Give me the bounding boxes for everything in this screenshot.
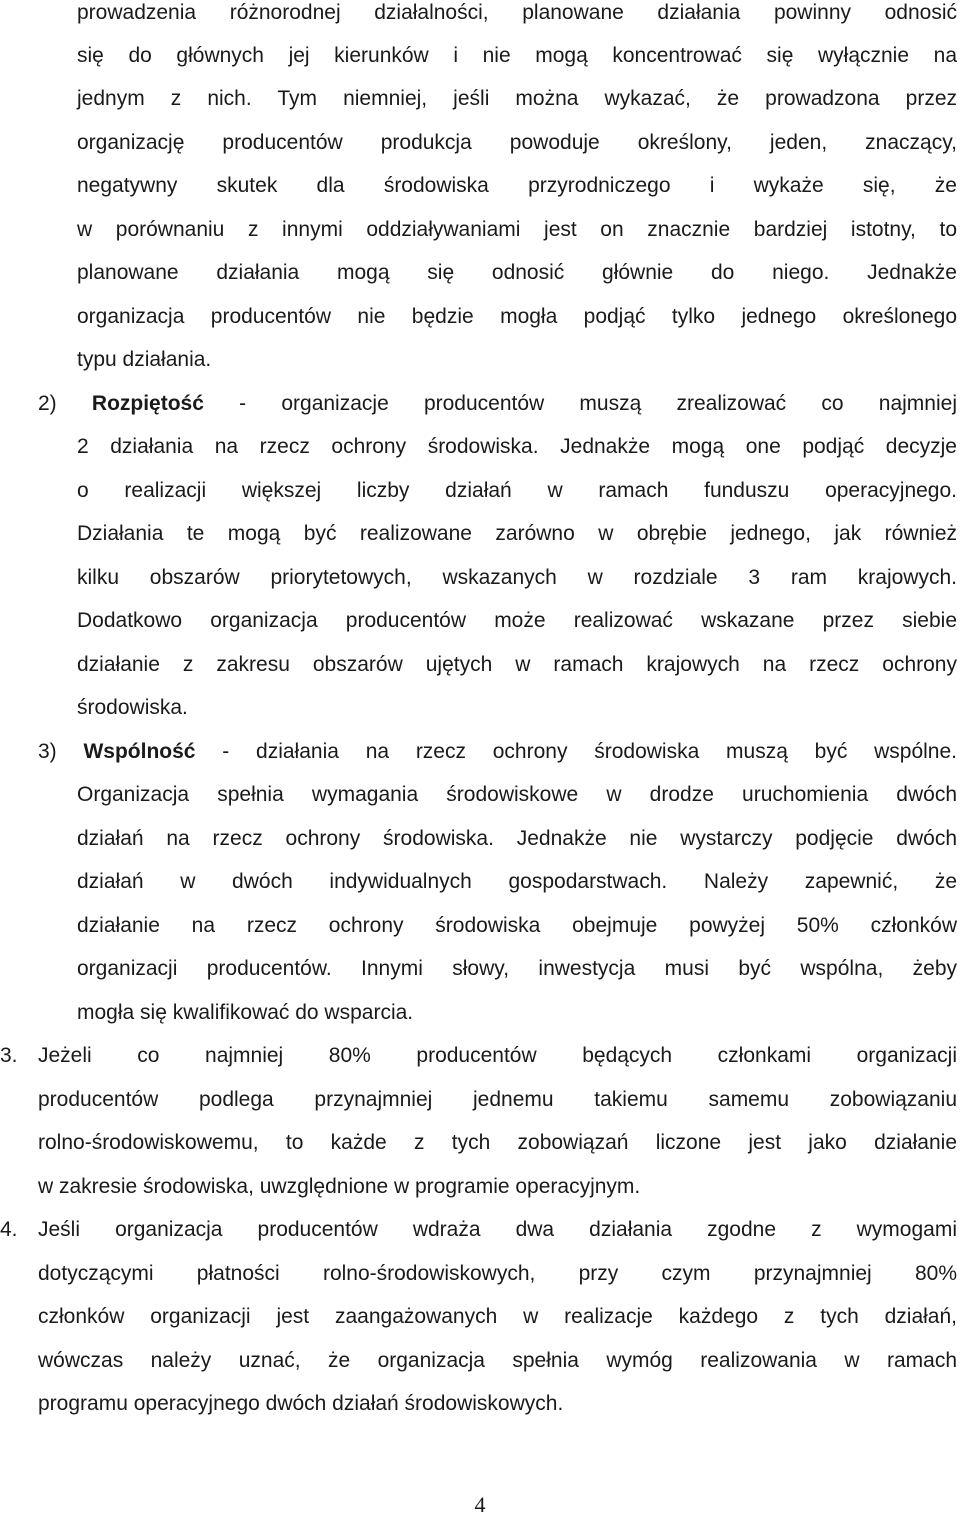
item-2-line: Działania te mogą być realizowane zarówno w obrębie jednego, jak również [77, 522, 957, 545]
item-2-line: środowiska. [77, 696, 188, 719]
item-2-line: o realizacji większej liczby działań w ramach funduszu operacyjnego. [77, 479, 957, 502]
item-2-term: Rozpiętość [91, 392, 204, 415]
point-3-line: rolno-środowiskowemu, to każde z tych zobowiązań liczone jest jako działanie [38, 1131, 957, 1154]
point-4-line: członków organizacji jest zaangażowanych w realizacje każdego z tych działań, [38, 1305, 957, 1328]
item-3-line: Organizacja spełnia wymagania środowiskowe w drodze uruchomienia dwóch [77, 783, 957, 806]
item-2-number: 2) [38, 392, 57, 415]
body-line: organizację producentów produkcja powoduje określony, jeden, znaczący, [77, 131, 957, 154]
item-2-line: kilku obszarów priorytetowych, wskazanych w rozdziale 3 ram krajowych. [77, 566, 957, 589]
point-3-number: 3. [0, 1044, 18, 1067]
body-line: prowadzenia różnorodnej działalności, planowane działania powinny odnosić [77, 1, 957, 24]
item-3-number: 3) [38, 740, 57, 763]
item-3-line: działanie na rzecz ochrony środowiska obejmuje powyżej 50% członków [77, 914, 957, 937]
item-2-line: Dodatkowo organizacja producentów może realizować wskazane przez siebie [77, 609, 957, 632]
item-3-line: działań na rzecz ochrony środowiska. Jednakże nie wystarczy podjęcie dwóch [77, 827, 957, 850]
item-3-line: działań w dwóch indywidualnych gospodarstwach. Należy zapewnić, że [77, 870, 957, 893]
point-4-number: 4. [0, 1218, 18, 1241]
item-3-line: mogła się kwalifikować do wsparcia. [77, 1001, 414, 1024]
point-4-line: wówczas należy uznać, że organizacja spełnia wymóg realizowania w ramach [38, 1349, 957, 1372]
page-number: 4 [474, 1492, 486, 1517]
point-3-line: Jeżeli co najmniej 80% producentów będących członkami organizacji [38, 1044, 957, 1067]
point-3-line: producentów podlega przynajmniej jednemu takiemu samemu zobowiązaniu [38, 1088, 957, 1111]
body-line: jednym z nich. Tym niemniej, jeśli można wykazać, że prowadzona przez [77, 87, 957, 110]
item-2-first-line-text: - organizacje producentów muszą zrealizować co najmniej [239, 392, 957, 415]
body-line: organizacja producentów nie będzie mogła podjąć tylko jednego określonego [77, 305, 957, 328]
item-3-term: Wspólność [83, 740, 196, 763]
item-2-line: 2 działania na rzecz ochrony środowiska. Jednakże mogą one podjąć decyzje [77, 435, 957, 458]
item-2-first-line [38, 391, 957, 416]
item-2-line: działanie z zakresu obszarów ujętych w ramach krajowych na rzecz ochrony [77, 653, 957, 676]
item-3-line: organizacji producentów. Innymi słowy, inwestycja musi być wspólna, żeby [77, 957, 957, 980]
body-line: w porównaniu z innymi oddziaływaniami jest on znacznie bardziej istotny, to [77, 218, 957, 241]
body-line: typu działania. [77, 348, 212, 371]
point-4-line: programu operacyjnego dwóch działań środowiskowych. [38, 1392, 564, 1415]
point-4-line: dotyczącymi płatności rolno-środowiskowych, przy czym przynajmniej 80% [38, 1262, 957, 1285]
item-3-first-line-text: - działania na rzecz ochrony środowiska muszą być wspólne. [222, 740, 957, 763]
body-line: się do głównych jej kierunków i nie mogą koncentrować się wyłącznie na [77, 44, 957, 67]
item-3-first-line [38, 739, 957, 764]
point-4-line: Jeśli organizacja producentów wdraża dwa działania zgodne z wymogami [38, 1218, 957, 1241]
point-3-line: w zakresie środowiska, uwzględnione w programie operacyjnym. [38, 1175, 641, 1198]
body-line: negatywny skutek dla środowiska przyrodniczego i wykaże się, że [77, 174, 957, 197]
body-line: planowane działania mogą się odnosić głównie do niego. Jednakże [77, 261, 957, 284]
